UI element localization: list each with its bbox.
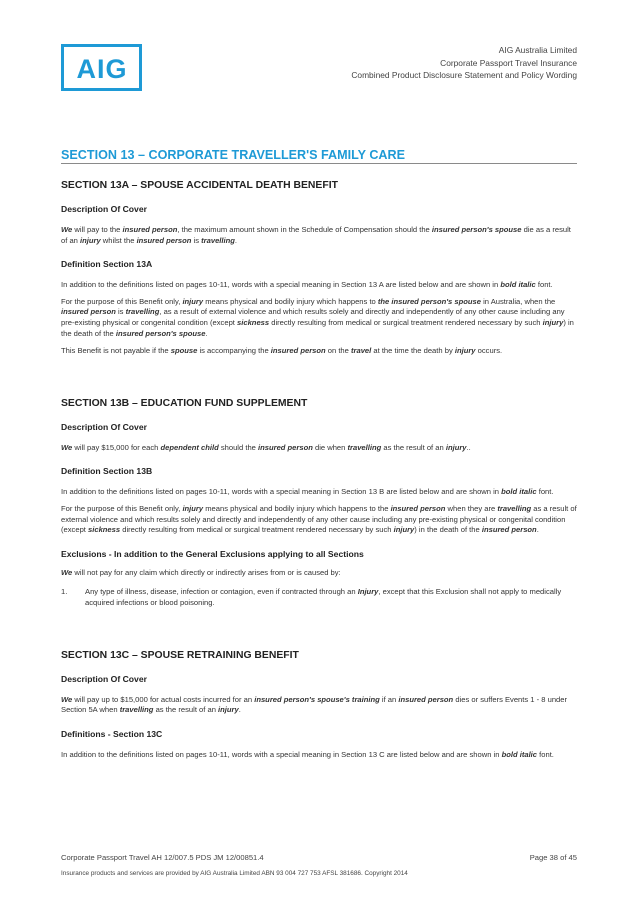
defined-term: We bbox=[61, 694, 73, 704]
defined-term: insured person bbox=[481, 525, 537, 535]
defined-term: bold italic bbox=[501, 487, 537, 497]
defined-term: We bbox=[61, 442, 73, 452]
page-number: Page 38 of 45 bbox=[529, 853, 577, 862]
document-header bbox=[351, 44, 577, 82]
defined-term: insured person bbox=[61, 307, 116, 317]
defined-term: sickness bbox=[237, 317, 270, 327]
defined-term: travelling bbox=[201, 235, 235, 245]
defined-term: dependent child bbox=[160, 442, 219, 452]
aig-logo-mark bbox=[69, 53, 135, 83]
section-13b-exclusions-heading: Exclusions - In addition to the General Exclusions applying to all Sections bbox=[61, 548, 364, 559]
footer-document-ref: Corporate Passport Travel AH 12/007.5 PDS JM 12/00851.4 bbox=[61, 853, 264, 862]
defined-term: insured person bbox=[270, 346, 326, 356]
section-13b-def-heading: Definition Section 13B bbox=[61, 466, 153, 477]
defined-term: injury bbox=[445, 442, 467, 452]
section-13b-desc: We will pay $15,000 for each dependent child should the insured person die when travelling as the result of an injury.. bbox=[61, 442, 471, 452]
section-13a-desc-heading: Description Of Cover bbox=[61, 204, 147, 214]
defined-term: insured person bbox=[122, 225, 178, 234]
defined-term: injury bbox=[393, 525, 415, 535]
defined-term: the insured person's spouse bbox=[377, 296, 481, 306]
document-body bbox=[61, 172, 577, 760]
defined-term: insured person's spouse bbox=[431, 225, 522, 234]
defined-term: injury bbox=[218, 705, 239, 715]
section-13b-heading: SECTION 13B – EDUCATION FUND SUPPLEMENT bbox=[61, 397, 308, 409]
footer-legal: Insurance products and services are provided by AIG Australia Limited ABN 93 004 727 753 AFSL 381686. Copyright 2014 bbox=[61, 870, 408, 877]
defined-term: injury bbox=[454, 346, 476, 356]
section-13a-def-injury: For the purpose of this Benefit only, injury means physical and bodily injury which happens to the insured person's spouse in Australia, when the insured person is travelling, as a result of external violence and which results solely and directly and independently of any other cause including any pre-existing physical or congenital condition (except sickness directly resulting from medical or surgical treatment rendered necessary by such injury) in the death of the insured person's spouse. bbox=[61, 296, 574, 338]
section-13a-def-heading: Definition Section 13A bbox=[61, 259, 153, 270]
header-doc-type: Combined Product Disclosure Statement and Policy Wording bbox=[351, 70, 577, 81]
defined-term: injury bbox=[542, 317, 564, 327]
defined-term: sickness bbox=[88, 525, 121, 535]
exclusion-item bbox=[61, 587, 577, 608]
section-13b-def-intro: In addition to the definitions listed on pages 10-11, words with a special meaning in Section 13 B are listed below and are shown in bold italic font. bbox=[61, 487, 554, 497]
page-title: SECTION 13 – CORPORATE TRAVELLER'S FAMILY CARE bbox=[61, 148, 577, 164]
defined-term: injury bbox=[182, 503, 204, 513]
exclusion-item-number: 1. bbox=[61, 587, 68, 597]
defined-term: bold italic bbox=[501, 749, 538, 759]
defined-term: Injury bbox=[357, 587, 379, 597]
defined-term: travelling bbox=[125, 307, 160, 317]
defined-term: travelling bbox=[497, 503, 532, 513]
section-13b-exclusions-intro: We will not pay for any claim which directly or indirectly arises from or is caused by: bbox=[61, 567, 341, 577]
defined-term: insured person bbox=[136, 235, 192, 245]
section-13b-def-injury: For the purpose of this Benefit only, injury means physical and bodily injury which happens to the insured person when they are travelling as a result of external violence and which results solely and directly and independently of any other cause including any pre-existing physical or congenital condition (except sickness directly resulting from medical or surgical treatment rendered necessary by such injury) in the death of the insured person. bbox=[61, 503, 577, 535]
defined-term: insured person bbox=[390, 503, 446, 513]
defined-term: We bbox=[61, 225, 73, 234]
defined-term: insured person's spouse bbox=[115, 328, 206, 338]
section-13b-desc-heading: Description Of Cover bbox=[61, 421, 147, 432]
header-company: AIG Australia Limited bbox=[498, 45, 577, 55]
defined-term: travel bbox=[351, 346, 372, 356]
defined-term: injury bbox=[80, 235, 101, 245]
section-13c-def-intro: In addition to the definitions listed on pages 10-11, words with a special meaning in Section 13 C are listed below and are shown in bold italic font. bbox=[61, 749, 554, 759]
section-13a-def-intro: In addition to the definitions listed on pages 10-11, words with a special meaning in Section 13 A are listed below and are shown in bold italic font. bbox=[61, 280, 553, 290]
section-13c-heading: SECTION 13C – SPOUSE RETRAINING BENEFIT bbox=[61, 649, 299, 661]
aig-logo-text: AIG bbox=[75, 53, 128, 83]
defined-term: We bbox=[61, 567, 73, 577]
defined-term: bold italic bbox=[500, 280, 536, 290]
aig-logo bbox=[61, 44, 142, 91]
header-product: Corporate Passport Travel Insurance bbox=[440, 57, 577, 68]
defined-term: insured person bbox=[398, 694, 454, 704]
section-13c-desc-heading: Description Of Cover bbox=[61, 673, 147, 684]
defined-term: insured person bbox=[258, 442, 313, 452]
section-13a-desc: We will pay to the insured person, the maximum amount shown in the Schedule of Compensation should the insured person's spouse die as a result of an injury whilst the insured person is travelling. bbox=[61, 225, 571, 245]
defined-term: travelling bbox=[347, 442, 382, 452]
section-13a-not-payable: This Benefit is not payable if the spouse is accompanying the insured person on the travel at the time the death by injury occurs. bbox=[61, 346, 503, 356]
exclusion-item-text: Any type of illness, disease, infection or contagion, even if contracted through an Injury, except that this Exclusion shall not apply to medically acquired infections or blood poisoning. bbox=[85, 587, 562, 607]
defined-term: travelling bbox=[119, 705, 154, 715]
defined-term: injury bbox=[182, 296, 204, 306]
defined-term: insured person's spouse's training bbox=[254, 694, 380, 704]
defined-term: spouse bbox=[170, 346, 198, 356]
page-footer bbox=[61, 853, 577, 877]
section-13a-heading: SECTION 13A – SPOUSE ACCIDENTAL DEATH BENEFIT bbox=[61, 180, 338, 191]
section-13c-def-heading: Definitions - Section 13C bbox=[61, 728, 163, 739]
section-13c-desc: We will pay up to $15,000 for actual costs incurred for an insured person's spouse's training if an insured person dies or suffers Events 1 - 8 under Section 5A when travelling as the result of an injury. bbox=[61, 694, 568, 715]
